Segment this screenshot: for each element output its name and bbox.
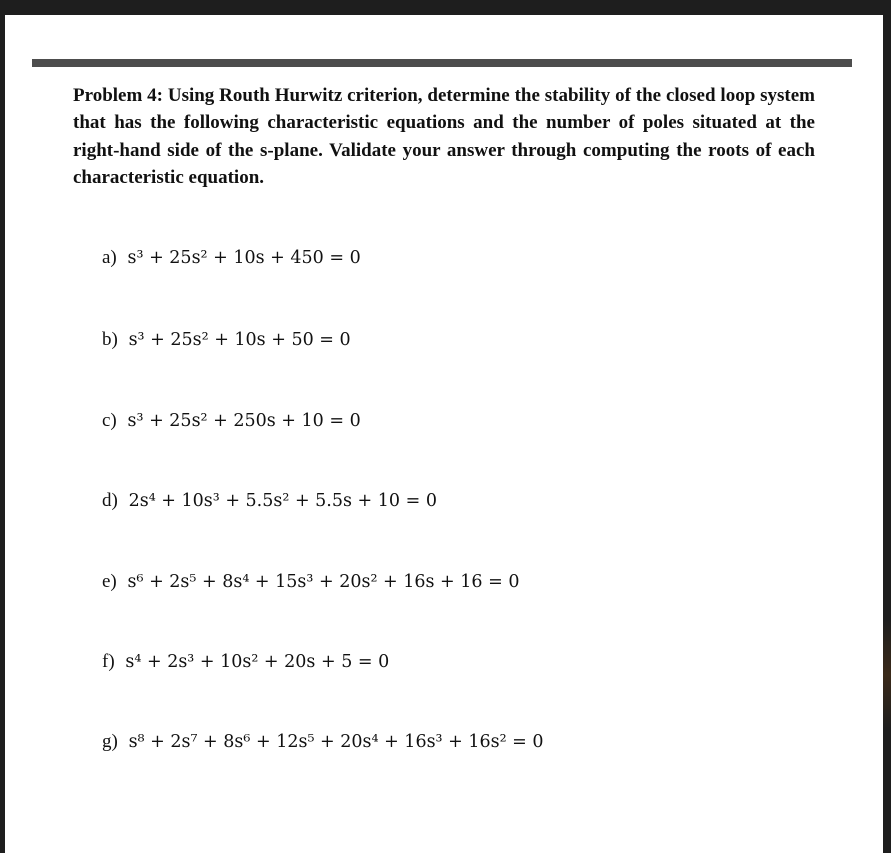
equation-label: d)	[102, 490, 118, 511]
header-rule	[32, 59, 852, 67]
equation-label: a)	[102, 247, 117, 268]
equation-expression: s³ + 25s² + 250s + 10 = 0	[127, 411, 361, 431]
equation-expression: 2s⁴ + 10s³ + 5.5s² + 5.5s + 10 = 0	[128, 491, 437, 511]
equation-f	[102, 649, 389, 675]
equation-d	[102, 488, 437, 514]
equation-g	[102, 729, 544, 755]
equation-e	[102, 569, 519, 595]
equation-a	[102, 245, 361, 271]
equation-label: b)	[102, 329, 118, 350]
equation-expression: s⁴ + 2s³ + 10s² + 20s + 5 = 0	[125, 652, 390, 672]
equation-label: g)	[102, 731, 118, 752]
window-edge-accent	[883, 620, 891, 730]
equation-c	[102, 408, 361, 434]
equation-label: c)	[102, 410, 117, 431]
equation-expression: s³ + 25s² + 10s + 50 = 0	[128, 330, 351, 350]
document-page	[5, 15, 883, 853]
problem-statement: Problem 4: Using Routh Hurwitz criterion, determine the stability of the closed loop system that has the following characteristic equations and the number of poles situated at the right-hand side of the s-plane. Validate your answer through computing the roots of each characteristic equation.	[73, 85, 815, 188]
equation-expression: s⁶ + 2s⁵ + 8s⁴ + 15s³ + 20s² + 16s + 16 = 0	[127, 572, 520, 592]
equation-b	[102, 327, 351, 353]
equation-label: f)	[102, 651, 115, 672]
equation-label: e)	[102, 571, 117, 592]
equation-expression: s⁸ + 2s⁷ + 8s⁶ + 12s⁵ + 20s⁴ + 16s³ + 16s² = 0	[128, 732, 544, 752]
equation-expression: s³ + 25s² + 10s + 450 = 0	[127, 248, 361, 268]
